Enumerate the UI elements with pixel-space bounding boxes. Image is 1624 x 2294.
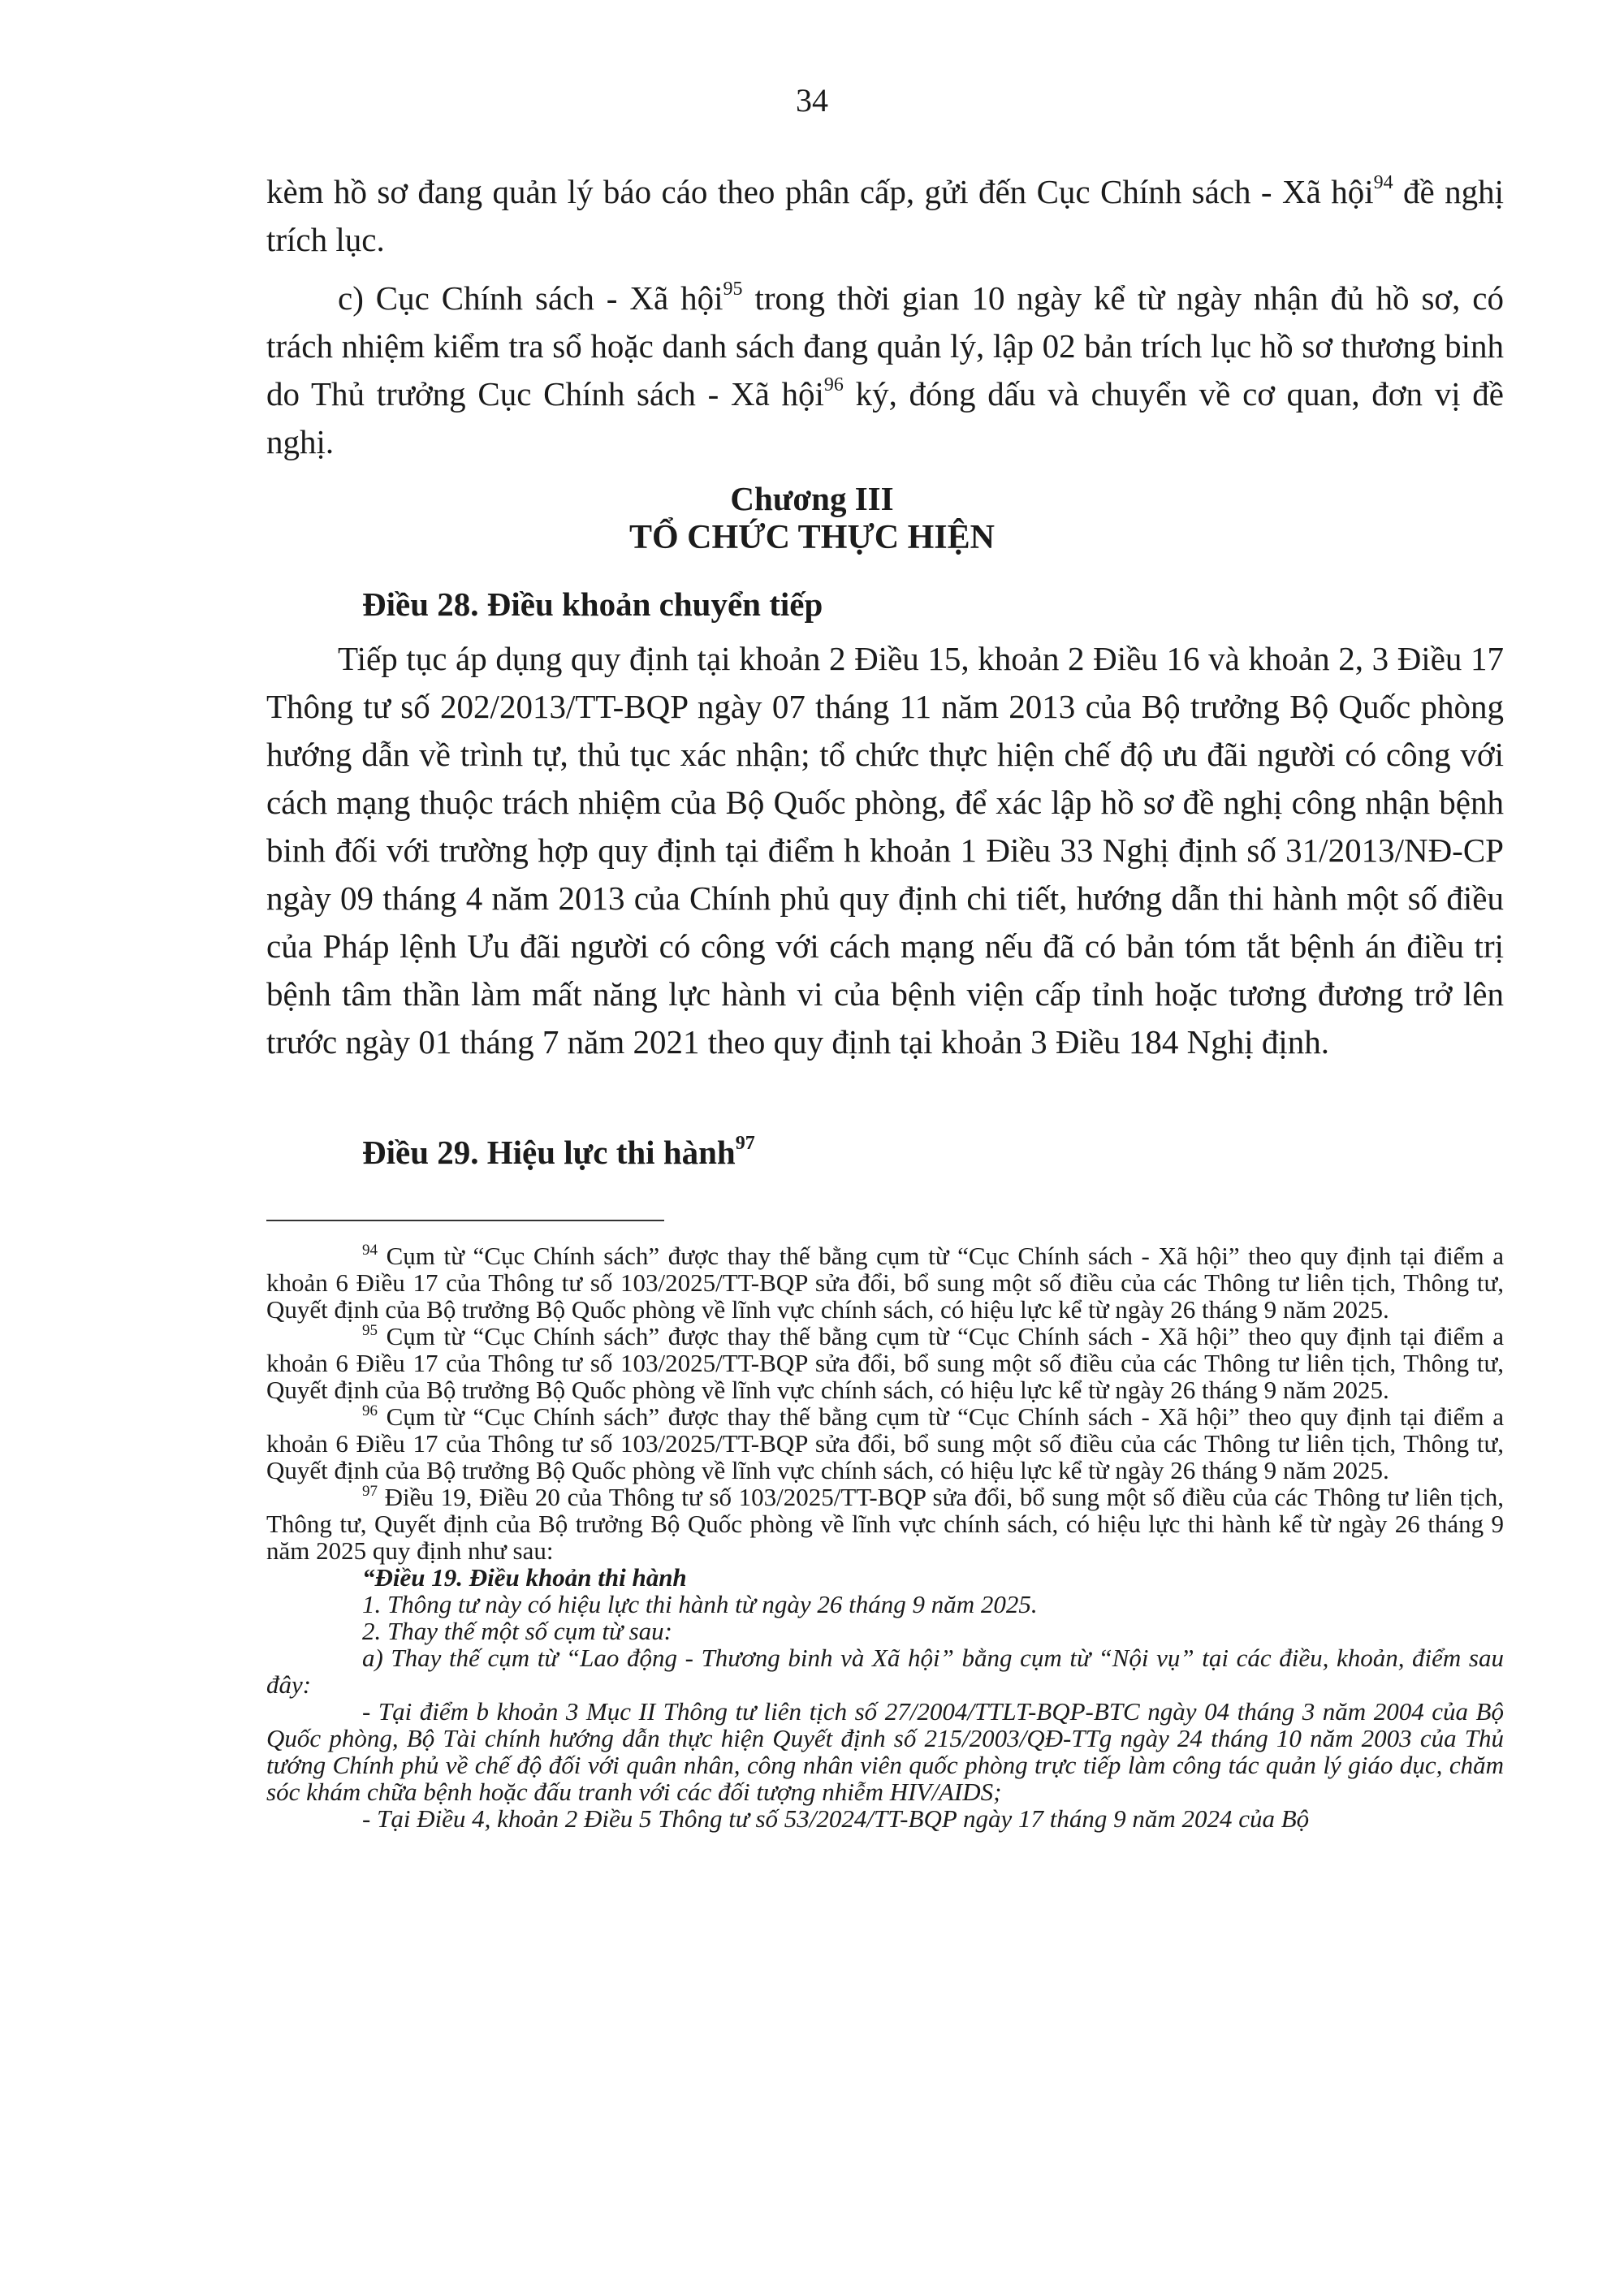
footnote-ref-94[interactable]: 94	[1373, 172, 1393, 193]
article-28-text: Tiếp tục áp dụng quy định tại khoản 2 Điều 15, khoản 2 Điều 16 và khoản 2, 3 Điều 17 Thông tư số 202/2013/TT-BQP ngày 07 tháng 11 năm 2013 của Bộ trưởng Bộ Quốc phòng hướng dẫn về trình tự, thủ tục xác nhận; tổ chức thực hiện chế độ ưu đãi người có công với cách mạng thuộc trách nhiệm của Bộ Quốc phòng, để xác lập hồ sơ đề nghị công nhận bệnh binh đối với trường hợp quy định tại điểm h khoản 1 Điều 33 Nghị định số 31/2013/NĐ-CP ngày 09 tháng 4 năm 2013 của Chính phủ quy định chi tiết, hướng dẫn thi hành một số điều của Pháp lệnh Ưu đãi người có công với cách mạng nếu đã có bản tóm tắt bệnh án điều trị bệnh tâm thần làm mất năng lực hành vi của bệnh viện cấp tỉnh hoặc tương đương trở lên trước ngày 01 tháng 7 năm 2021 theo quy định tại khoản 3 Điều 184 Nghị định.	[266, 640, 1504, 1061]
para2-text-b: trong thời gian 10 ngày kể từ ngày nhận đủ hồ sơ, có trách nhiệm kiểm tra sổ hoặc danh sách đang quản lý, lập 02 bản trích lục hồ sơ thương binh do Thủ trưởng Cục Chính sách - Xã hội	[266, 279, 1504, 413]
paragraph-continuation	[266, 168, 1504, 264]
footnote-97: $^{97}$ Điều 19, Điều 20 của Thông tư số 103/2025/TT-BQP sửa đổi, bổ sung một số điều của các Thông tư liên tịch, Thông tư, Quyết định của Bộ trưởng Bộ Quốc phòng về lĩnh vực chính sách, có hiệu lực thi hành kể từ ngày 26 tháng 9 năm 2025 quy định như sau:	[266, 1483, 1504, 1565]
footnote-separator	[266, 1220, 664, 1221]
quote-item-a: a) Thay thế cụm từ “Lao động - Thương binh và Xã hội” bằng cụm từ “Nội vụ” tại các điều, khoản, điểm sau đây:	[266, 1644, 1504, 1699]
para1-text: kèm hồ sơ đang quản lý báo cáo theo phân cấp, gửi đến Cục Chính sách - Xã hội	[266, 173, 1374, 210]
quote-item-2: 2. Thay thế một số cụm từ sau:	[362, 1617, 672, 1645]
article-28-title: Điều 28. Điều khoản chuyển tiếp	[362, 585, 823, 623]
page-number: 34	[796, 82, 828, 119]
paragraph-c	[266, 274, 1504, 466]
footnotes	[266, 1242, 1504, 1832]
quote-dash-1: - Tại điểm b khoản 3 Mục II Thông tư liên tịch số 27/2004/TTLT-BQP-BTC ngày 04 tháng 3 năm 2004 của Bộ Quốc phòng, Bộ Tài chính hướng dẫn thực hiện Quyết định số 215/2003/QĐ-TTg ngày 24 tháng 10 năm 2003 của Thủ tướng Chính phủ về chế độ đối với quân nhân, công nhân viên quốc phòng trực tiếp làm công tác quản lý giáo dục, chăm sóc khám chữa bệnh hoặc đấu tranh với các đối tượng nhiễm HIV/AIDS;	[266, 1697, 1504, 1806]
footnote-95: $^{95}$ Cụm từ “Cục Chính sách” được thay thế bằng cụm từ “Cục Chính sách - Xã hội” theo quy định tại điểm a khoản 6 Điều 17 của Thông tư số 103/2025/TT-BQP sửa đổi, bổ sung một số điều của các Thông tư liên tịch, Thông tư, Quyết định của Bộ trưởng Bộ Quốc phòng về lĩnh vực chính sách, có hiệu lực kể từ ngày 26 tháng 9 năm 2025.	[266, 1322, 1504, 1404]
footnote-96: $^{96}$ Cụm từ “Cục Chính sách” được thay thế bằng cụm từ “Cục Chính sách - Xã hội” theo quy định tại điểm a khoản 6 Điều 17 của Thông tư số 103/2025/TT-BQP sửa đổi, bổ sung một số điều của các Thông tư liên tịch, Thông tư, Quyết định của Bộ trưởng Bộ Quốc phòng về lĩnh vực chính sách, có hiệu lực kể từ ngày 26 tháng 9 năm 2025.	[266, 1402, 1504, 1484]
chapter-label: Chương III	[730, 480, 894, 517]
quote-heading: “Điều 19. Điều khoản thi hành	[362, 1563, 687, 1592]
para2-text-c: ký, đóng dấu và chuyển về cơ quan, đơn vị đề nghị.	[266, 375, 1504, 460]
para1-text-end: đề nghị trích lục.	[266, 173, 1504, 258]
quote-dash-2: - Tại Điều 4, khoản 2 Điều 5 Thông tư số 53/2024/TT-BQP ngày 17 tháng 9 năm 2024 của Bộ	[362, 1804, 1310, 1833]
para2-text-a: c) Cục Chính sách - Xã hội	[338, 279, 723, 317]
article-29-title: Điều 29. Hiệu lực thi hành	[362, 1134, 736, 1171]
footnote-ref-96[interactable]: 96	[823, 374, 844, 395]
chapter-title: TỔ CHỨC THỰC HIỆN	[629, 519, 995, 556]
footnote-94: $^{94}$ Cụm từ “Cục Chính sách” được thay thế bằng cụm từ “Cục Chính sách - Xã hội” theo quy định tại điểm a khoản 6 Điều 17 của Thông tư số 103/2025/TT-BQP sửa đổi, bổ sung một số điều của các Thông tư liên tịch, Thông tư, Quyết định của Bộ trưởng Bộ Quốc phòng về lĩnh vực chính sách, có hiệu lực kể từ ngày 26 tháng 9 năm 2025.	[266, 1242, 1504, 1324]
footnote-ref-97[interactable]: 97	[735, 1133, 755, 1154]
footnote-ref-95[interactable]: 95	[723, 279, 743, 300]
quote-item-1: 1. Thông tư này có hiệu lực thi hành từ ngày 26 tháng 9 năm 2025.	[362, 1590, 1038, 1618]
article-29-title-wrap	[362, 1133, 755, 1172]
article-28-body	[266, 635, 1504, 1066]
